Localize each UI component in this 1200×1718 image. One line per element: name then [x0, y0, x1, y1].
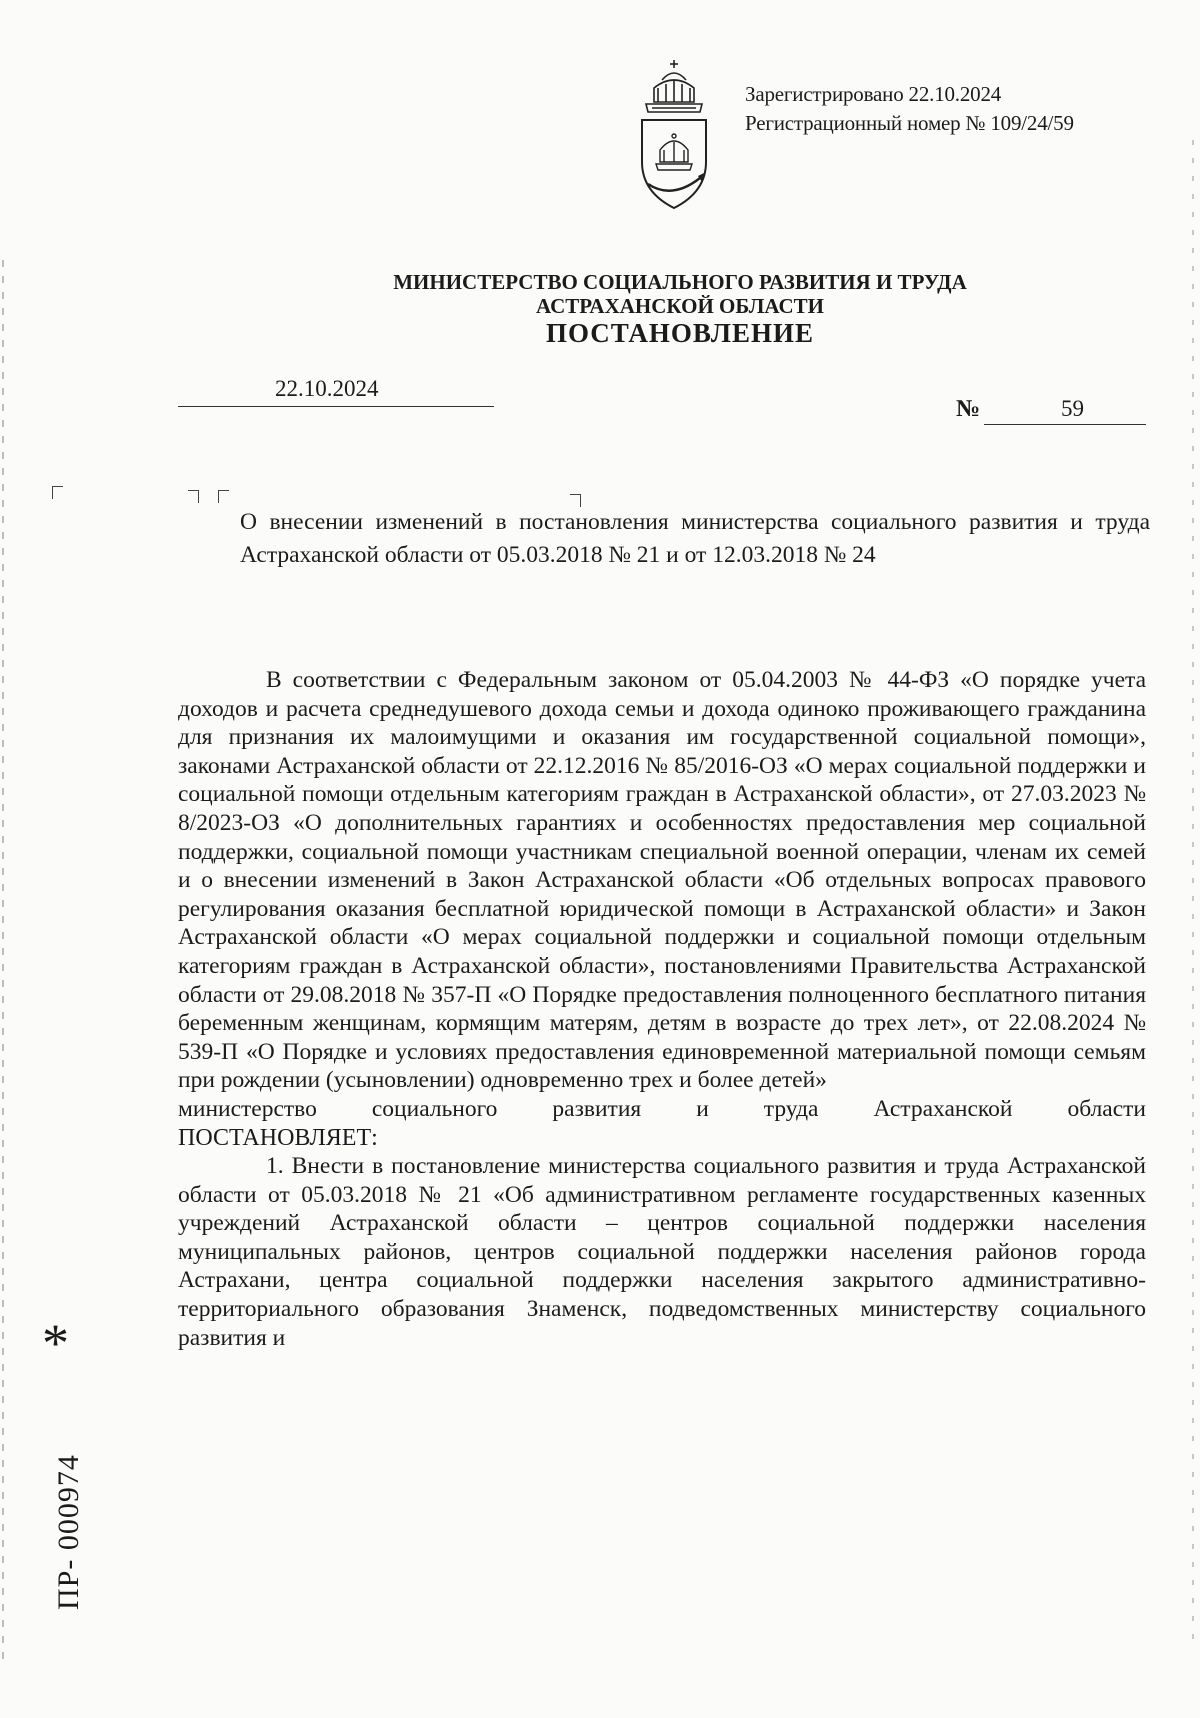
resolves-heading: ПОСТАНОВЛЯЕТ:	[178, 1124, 378, 1151]
corner-mark-left	[52, 486, 63, 499]
coat-of-arms-icon	[636, 58, 712, 220]
document-number: 59	[1061, 396, 1084, 421]
ministry-name-line2: АСТРАХАНСКОЙ ОБЛАСТИ	[535, 294, 825, 318]
document-subject: О внесении изменений в постановления министерства социального развития и труда Астраханской области от 05.03.2018 № 21 и от 12.03.2018 № 24	[240, 509, 1150, 568]
item-1-paragraph: 1. Внести в постановление министерства социального развития и труда Астраханской области от 05.03.2018 № 21 «Об административном регламенте государственных казенных учреждений Астраханской области – центров социальной поддержки населения муниципальных районов, центров социальной поддержки населения районов города Астрахани, центра социальной поддержки населения закрытого административно-территориального образования Знаменск, подведомственных министерству социального развития и	[178, 1153, 1146, 1351]
preamble-paragraph: В соответствии с Федеральным законом от 05.04.2003 № 44-ФЗ «О порядке учета доходов и расчета среднедушевого дохода семьи и дохода одиноко проживающего гражданина для признания их малоимущими и оказания им государственной социальной помощи», законами Астраханской области от 22.12.2016 № 85/2016-ОЗ «О мерах социальной поддержки и социальной помощи отдельным категориям граждан в Астраханской области», от 27.03.2023 № 8/2023-ОЗ «О дополнительных гарантиях и особенностях предоставления мер социальной поддержки, социальной помощи участникам специальной военной операции, членам их семей и о внесении изменений в Закон Астраханской области «Об отдельных вопросах правового регулирования оказания бесплатной юридической помощи в Астраханской области» и Закон Астраханской области «О мерах социальной поддержки и социальной помощи отдельным категориям граждан в Астраханской области», постановлениями Правительства Астраханской области от 29.08.2018 № 357-П «О Порядке предоставления полноценного бесплатного питания беременным женщинам, кормящим матерям, детям в возрасте до трех лет», от 22.08.2024 № 539-П «О Порядке и условиях предоставления единовременной материальной помощи семьям при рождении (усыновлении) одновременно трех и более детей»	[178, 667, 1146, 1094]
scan-edge-right	[1192, 140, 1194, 1640]
corner-mark-subject-right	[188, 490, 199, 503]
document-body	[178, 666, 1146, 1352]
date-underline	[178, 406, 494, 407]
side-star-mark: *	[42, 1313, 69, 1373]
number-underline	[984, 424, 1146, 425]
number-sign: №	[956, 396, 981, 422]
registration-number: Регистрационный номер № 109/24/59	[745, 111, 1074, 135]
ministry-name-line1: МИНИСТЕРСТВО СОЦИАЛЬНОГО РАЗВИТИЯ И ТРУДА	[393, 270, 967, 294]
scan-edge-left	[2, 260, 4, 1660]
side-registry-code: ПР- 000974	[52, 1454, 85, 1610]
document-type-title: ПОСТАНОВЛЕНИЕ	[545, 318, 815, 348]
registration-date: Зарегистрировано 22.10.2024	[745, 82, 1002, 106]
ministry-subject-line: министерство социального развития и труда Астраханской области	[178, 1095, 1146, 1122]
ministry-name	[180, 270, 1180, 318]
corner-mark-subject-left	[218, 490, 229, 503]
registration-stamp	[745, 80, 1074, 138]
document-date: 22.10.2024	[275, 376, 379, 401]
